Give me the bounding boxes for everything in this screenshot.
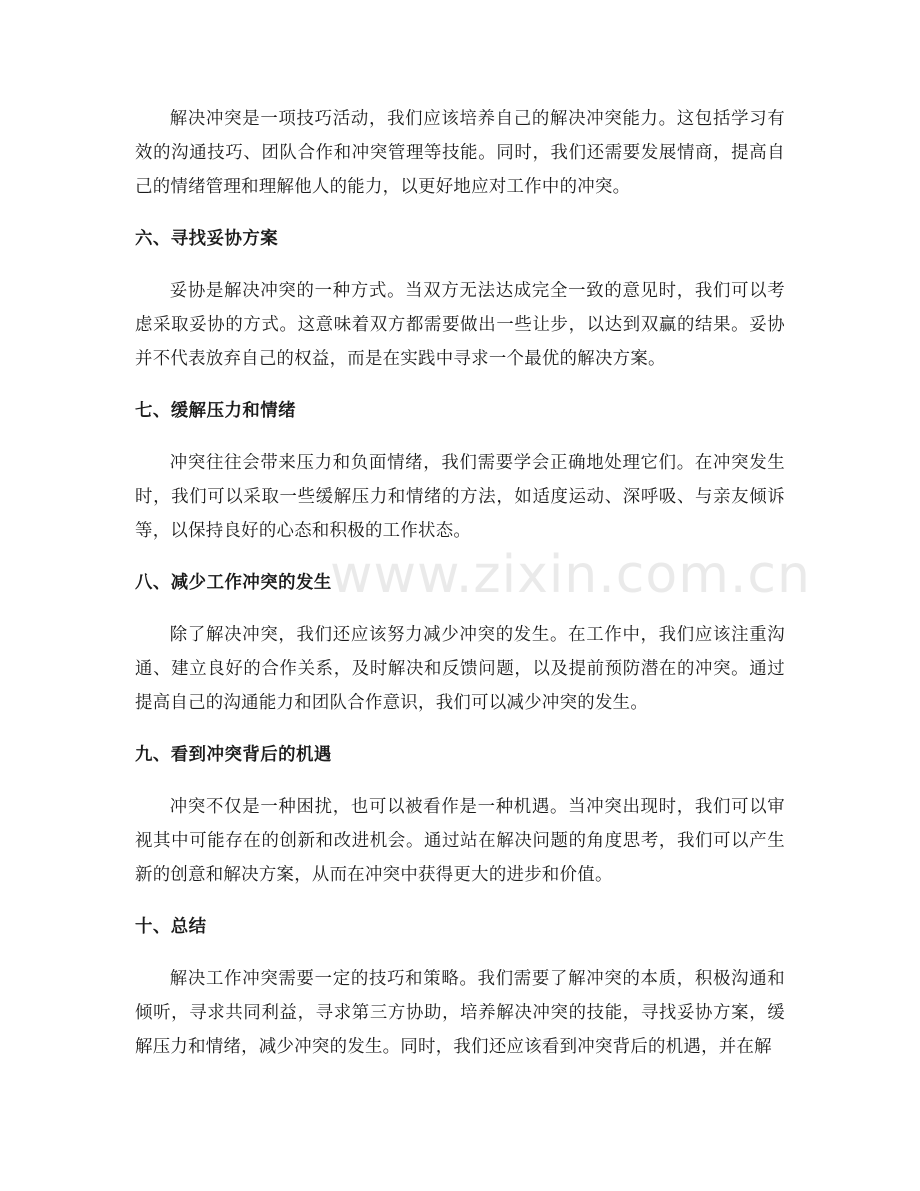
intro-paragraph: 解决冲突是一项技巧活动，我们应该培养自己的解决冲突能力。这包括学习有效的沟通技巧、团队合作和冲突管理等技能。同时，我们还需要发展情商，提高自己的情绪管理和理解他人的能力，以更好地应对工作中的冲突。 bbox=[135, 109, 785, 197]
document-body bbox=[135, 102, 785, 1064]
section-paragraph-10: 解决工作冲突需要一定的技巧和策略。我们需要了解冲突的本质，积极沟通和倾听，寻求共同利益，寻求第三方协助，培养解决冲突的技能，寻找妥协方案，缓解压力和情绪，减少冲突的发生。同时，我们还应该看到冲突背后的机遇，并在解 bbox=[135, 969, 785, 1057]
section-paragraph-7: 冲突往往会带来压力和负面情绪，我们需要学会正确地处理它们。在冲突发生时，我们可以采取一些缓解压力和情绪的方法，如适度运动、深呼吸、与亲友倾诉等，以保持良好的心态和积极的工作状态。 bbox=[135, 453, 785, 541]
section-heading-7: 七、缓解压力和情绪 bbox=[135, 401, 297, 421]
section-heading-10: 十、总结 bbox=[135, 917, 207, 937]
section-heading-9: 九、看到冲突背后的机遇 bbox=[135, 745, 332, 765]
section-paragraph-6: 妥协是解决冲突的一种方式。当双方无法达成完全一致的意见时，我们可以考虑采取妥协的方式。这意味着双方都需要做出一些让步，以达到双赢的结果。妥协并不代表放弃自己的权益，而是在实践中寻求一个最优的解决方案。 bbox=[135, 281, 785, 369]
section-heading-8: 八、减少工作冲突的发生 bbox=[135, 573, 332, 593]
watermark-text: www.zixin.com.cn bbox=[330, 545, 811, 605]
section-paragraph-8: 除了解决冲突，我们还应该努力减少冲突的发生。在工作中，我们应该注重沟通、建立良好的合作关系，及时解决和反馈问题，以及提前预防潜在的冲突。通过提高自己的沟通能力和团队合作意识，我们可以减少冲突的发生。 bbox=[135, 625, 785, 713]
section-paragraph-9: 冲突不仅是一种困扰，也可以被看作是一种机遇。当冲突出现时，我们可以审视其中可能存在的创新和改进机会。通过站在解决问题的角度思考，我们可以产生新的创意和解决方案，从而在冲突中获得更大的进步和价值。 bbox=[135, 797, 785, 885]
section-heading-6: 六、寻找妥协方案 bbox=[135, 229, 279, 249]
